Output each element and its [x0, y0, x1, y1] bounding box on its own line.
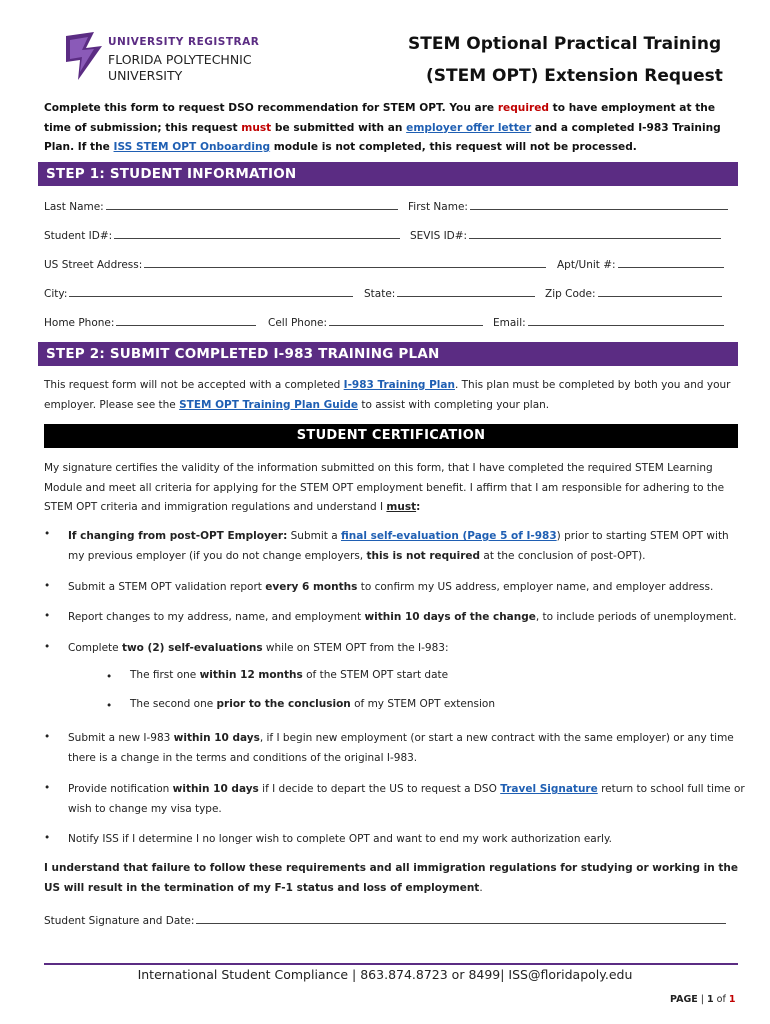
- bullet-icon: •: [44, 610, 51, 622]
- bullet-icon: •: [44, 580, 51, 592]
- item-bold: prior to the conclusion: [216, 698, 351, 710]
- street-row: [44, 258, 548, 271]
- cell-phone-row: [268, 316, 485, 329]
- apt-label: Apt/Unit #:: [557, 259, 616, 271]
- page-sep: |: [697, 994, 707, 1005]
- statement-text: .: [479, 881, 483, 894]
- intro-paragraph: [44, 99, 744, 158]
- required-text: required: [497, 102, 549, 114]
- item-text: ) prior to starting STEM OPT with my previous employer (if you do not change employers,: [68, 530, 729, 562]
- list-item-validation-report: [68, 578, 748, 598]
- item-bold: within 10 days: [172, 783, 259, 795]
- signature-label: Student Signature and Date:: [44, 915, 195, 927]
- item-text: The first one: [130, 669, 200, 681]
- student-id-label: Student ID#:: [44, 230, 113, 242]
- item-text: Complete: [68, 642, 122, 654]
- sevis-id-field[interactable]: [469, 229, 721, 239]
- item-text: Provide notification: [68, 783, 173, 795]
- logo-line-registrar: UNIVERSITY REGISTRAR: [108, 36, 260, 48]
- sevis-id-row: [410, 229, 723, 242]
- list-item-new-i983: [68, 729, 748, 768]
- email-field[interactable]: [528, 316, 724, 326]
- page-number: [670, 994, 735, 1005]
- intro-text: module is not completed, this request will not be processed.: [270, 141, 637, 153]
- bullet-icon: •: [106, 671, 113, 683]
- employer-offer-letter-link[interactable]: employer offer letter: [406, 121, 532, 134]
- zip-field[interactable]: [598, 287, 722, 297]
- statement-text: I understand that failure to follow these requirements and all immigration regulations for studying or working in the US will result in the termination of my F-1 status and loss of employment: [44, 862, 738, 894]
- item-text: of the STEM OPT start date: [302, 669, 449, 681]
- item-text: , if I begin new employment (or start a new contract with the same employer) or any time there is a change in the terms and conditions of the original I-983.: [68, 732, 734, 764]
- home-phone-field[interactable]: [116, 316, 256, 326]
- home-phone-label: Home Phone:: [44, 317, 115, 329]
- bullet-icon: •: [106, 700, 113, 712]
- student-id-field[interactable]: [114, 229, 400, 239]
- zip-label: Zip Code:: [545, 288, 596, 300]
- item-text: Submit a: [287, 530, 341, 542]
- step2-text: This request form will not be accepted with a completed: [44, 379, 344, 391]
- item-bold: two (2) self-evaluations: [121, 642, 263, 654]
- understand-statement: [44, 859, 744, 898]
- signature-field[interactable]: [196, 914, 726, 924]
- final-self-evaluation-link[interactable]: final self-evaluation (Page 5 of I-983: [341, 530, 557, 542]
- home-phone-row: [44, 316, 258, 329]
- certification-header: STUDENT CERTIFICATION: [44, 424, 738, 448]
- item-bold: within 12 months: [199, 669, 303, 681]
- step2-text: to assist with completing your plan.: [357, 398, 550, 411]
- city-row: [44, 287, 355, 300]
- item-text: of my STEM OPT extension: [350, 698, 496, 710]
- last-name-field[interactable]: [106, 200, 398, 210]
- last-name-label: Last Name:: [44, 201, 104, 213]
- first-name-label: First Name:: [408, 201, 468, 213]
- must-text: must: [241, 121, 272, 134]
- item-bold: within 10 days of the change: [364, 611, 536, 623]
- list-item-post-opt: [68, 527, 748, 566]
- page-num: 1: [706, 994, 714, 1005]
- must-emphasis: must: [386, 501, 417, 513]
- logo-line-name: FLORIDA POLYTECHNIC: [108, 52, 252, 67]
- item-text: Report changes to my address, name, and employment: [68, 611, 365, 623]
- university-logo: [64, 32, 264, 84]
- apt-row: [557, 258, 726, 271]
- zip-row: [545, 287, 724, 300]
- email-row: [493, 316, 726, 329]
- item-bold: this is not required: [366, 549, 481, 562]
- bullet-icon: •: [44, 782, 51, 794]
- logo-mark-icon: [64, 32, 104, 82]
- bullet-icon: •: [44, 641, 51, 653]
- sub-item-second: [130, 698, 495, 710]
- bullet-icon: •: [44, 528, 51, 540]
- page-label: PAGE: [670, 994, 698, 1005]
- first-name-row: [408, 200, 730, 213]
- intro-text: be submitted with an: [271, 121, 407, 134]
- city-field[interactable]: [69, 287, 353, 297]
- item-bold: every 6 months: [265, 581, 358, 593]
- item-bold: within 10 days: [173, 732, 260, 744]
- state-label: State:: [364, 288, 396, 300]
- sub-item-first: [130, 669, 448, 681]
- training-plan-guide-link[interactable]: STEM OPT Training Plan Guide: [179, 398, 358, 411]
- street-field[interactable]: [144, 258, 546, 268]
- street-label: US Street Address:: [44, 259, 143, 271]
- first-name-field[interactable]: [470, 200, 728, 210]
- footer-divider: [44, 963, 738, 965]
- bullet-icon: •: [44, 832, 51, 844]
- i983-training-plan-link[interactable]: I-983 Training Plan: [343, 379, 455, 391]
- item-text: The second one: [130, 698, 217, 710]
- page-title-line2: (STEM OPT) Extension Request: [426, 66, 723, 86]
- intro-text: to have employment at the time of submission; this request: [44, 102, 716, 134]
- certification-text: My signature certifies the validity of the information submitted on this form, that I have completed the required STEM Learning Module and meet all criteria for applying for the STEM OPT employment benefit. I affirm that I am responsible for adhering to the STEM OPT criteria and immigration regulations and understand I: [44, 462, 725, 513]
- item-text: to confirm my US address, employer name, and employer address.: [357, 581, 714, 593]
- footer-contact: International Student Compliance | 863.874.8723 or 8499| ISS@floridapoly.edu: [137, 967, 633, 982]
- onboarding-link[interactable]: ISS STEM OPT Onboarding: [113, 141, 271, 153]
- cell-phone-field[interactable]: [329, 316, 483, 326]
- travel-signature-link[interactable]: Travel Signature: [500, 783, 598, 795]
- sevis-id-label: SEVIS ID#:: [410, 230, 468, 242]
- page-title-line1: STEM Optional Practical Training: [408, 34, 722, 54]
- email-label: Email:: [493, 317, 526, 329]
- item-text: Submit a STEM OPT validation report: [68, 581, 266, 593]
- list-item-travel: [68, 780, 748, 819]
- step2-paragraph: [44, 376, 744, 415]
- item-text: Submit a new I-983: [68, 732, 174, 744]
- list-item-self-evaluations: [68, 639, 748, 659]
- bullet-icon: •: [44, 731, 51, 743]
- list-item-notify-iss: Notify ISS if I determine I no longer wish to complete OPT and want to end my work authorization early.: [68, 833, 613, 845]
- step2-text: . This plan must be completed by both you and your employer. Please see the: [44, 379, 731, 411]
- city-label: City:: [44, 288, 68, 300]
- certification-paragraph: [44, 459, 744, 518]
- item-text: , to include periods of unemployment.: [535, 611, 737, 623]
- apt-field[interactable]: [618, 258, 724, 268]
- item-text: if I decide to depart the US to request a DSO: [258, 783, 501, 795]
- intro-text: and a completed I-983 Training Plan. If the: [44, 121, 721, 153]
- page-of: of: [713, 994, 729, 1005]
- state-field[interactable]: [397, 287, 535, 297]
- step1-header: STEP 1: STUDENT INFORMATION: [38, 162, 738, 186]
- certification-text: :: [416, 501, 421, 513]
- item-bold: If changing from post-OPT Employer:: [68, 530, 288, 542]
- intro-text: Complete this form to request DSO recommendation for STEM OPT. You are: [44, 102, 498, 114]
- item-text: return to school full time or wish to change my visa type.: [68, 783, 745, 815]
- signature-row: [44, 914, 728, 927]
- list-item-report-changes: [68, 608, 748, 628]
- page-total: 1: [728, 994, 736, 1005]
- item-text: at the conclusion of post-OPT).: [480, 549, 646, 562]
- step2-header: STEP 2: SUBMIT COMPLETED I-983 TRAINING PLAN: [38, 342, 738, 366]
- logo-line-university: UNIVERSITY: [108, 68, 183, 83]
- cell-phone-label: Cell Phone:: [268, 317, 328, 329]
- item-text: while on STEM OPT from the I-983:: [262, 642, 449, 654]
- student-id-row: [44, 229, 402, 242]
- state-row: [364, 287, 537, 300]
- last-name-row: [44, 200, 400, 213]
